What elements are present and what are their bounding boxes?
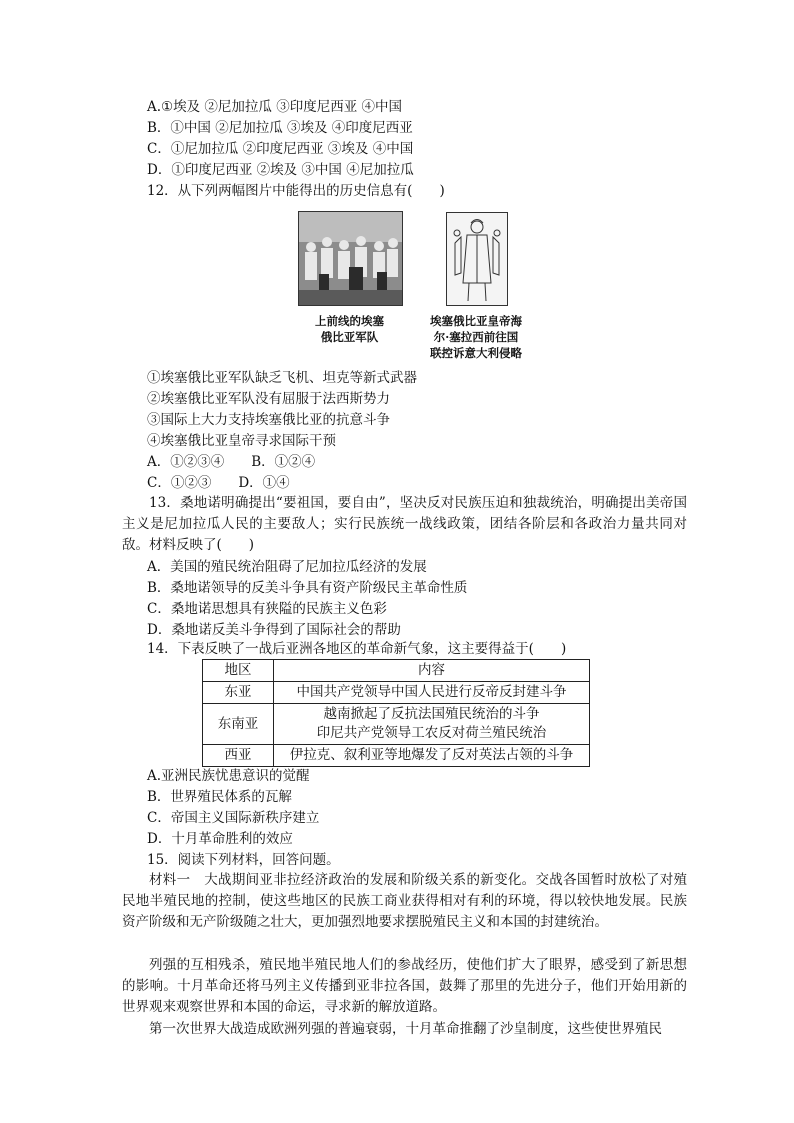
table-row <box>203 704 590 745</box>
table-cell-line: 越南掀起了反抗法国殖民统治的斗争 <box>323 706 540 722</box>
table-cell-line: 印尼共产党领导工农反对荷兰殖民统治 <box>316 725 547 741</box>
caption-right <box>408 313 544 361</box>
haile-selassie-drawing <box>446 212 508 306</box>
table-cell-content <box>274 704 590 745</box>
q14-option-d: D．十月革命胜利的效应 <box>147 831 293 847</box>
q13-option-b: B．桑地诺领导的反美斗争具有资产阶级民主革命性质 <box>147 580 468 596</box>
q15-paragraph-2: 列强的互相残杀，殖民地半殖民地人们的参战经历，使他们扩大了眼界，感受到了新思想的影响。十月革命还将马列主义传播到亚非拉各国，鼓舞了那里的先进分子，他们开始用新的世界观来观察世界和本国的命运，寻求新的解放道路。 <box>122 957 687 1015</box>
table-cell-content: 伊拉克、叙利亚等地爆发了反对英法占领的斗争 <box>274 745 590 767</box>
q12-statement-3: ③国际上大力支持埃塞俄比亚的抗意斗争 <box>147 412 390 428</box>
table-header-row <box>203 660 590 682</box>
table-header-region: 地区 <box>203 660 274 682</box>
table-cell-region: 西亚 <box>203 745 274 767</box>
q12-options-cd: C．①②③ D．①④ <box>147 475 290 491</box>
q14-option-c: C．帝国主义国际新秩序建立 <box>147 810 320 826</box>
q12-statement-1: ①埃塞俄比亚军队缺乏飞机、坦克等新式武器 <box>147 370 417 386</box>
caption-right-line1: 埃塞俄比亚皇帝海 <box>430 314 522 328</box>
q15-material-1: 材料一 大战期间亚非拉经济政治的发展和阶级关系的新变化。交战各国暂时放松了对殖民地半殖民地的控制，使这些地区的民族工商业获得相对有利的环境，得以较快地发展。民族资产阶级和无产阶级随之壮大，更加强烈地要求摆脱殖民主义和本国的封建统治。 <box>122 872 687 930</box>
table-cell-region: 东南亚 <box>203 704 274 745</box>
q12-statement-2: ②埃塞俄比亚军队没有屈服于法西斯势力 <box>147 391 390 407</box>
ethiopian-army-photo <box>298 211 403 306</box>
caption-right-line2: 尔·塞拉西前往国 <box>433 330 519 344</box>
q13-stem: 13．桑地诺明确提出“要祖国，要自由”，坚决反对民族压迫和独裁统治，明确提出美帝国主义是尼加拉瓜人民的主要敌人；实行民族统一战线政策，团结各阶层和各政治力量共同对敌。材料反映了( ) <box>122 495 687 553</box>
table-row <box>203 682 590 704</box>
q11-option-d: D．①印度尼西亚 ②埃及 ③中国 ④尼加拉瓜 <box>147 162 414 178</box>
q13-option-c: C．桑地诺思想具有狭隘的民族主义色彩 <box>147 601 387 617</box>
caption-left-line2: 俄比亚军队 <box>320 330 379 344</box>
q13-option-a: A．美国的殖民统治阻碍了尼加拉瓜经济的发展 <box>147 559 427 575</box>
q14-option-a: A.亚洲民族忧患意识的觉醒 <box>147 768 310 784</box>
table-cell-content: 中国共产党领导中国人民进行反帝反封建斗争 <box>274 682 590 704</box>
q13-option-d: D．桑地诺反美斗争得到了国际社会的帮助 <box>147 622 401 638</box>
q12-options-ab: A．①②③④ B．①②④ <box>147 454 316 470</box>
q15-paragraph-3: 第一次世界大战造成欧洲列强的普遍衰弱，十月革命推翻了沙皇制度，这些使世界殖民 <box>149 1021 662 1037</box>
caption-left <box>298 313 401 345</box>
caption-left-line1: 上前线的埃塞 <box>315 314 384 328</box>
q11-option-b: B．①中国 ②尼加拉瓜 ③埃及 ④印度尼西亚 <box>147 120 413 136</box>
q12-stem: 12．从下列两幅图片中能得出的历史信息有( ) <box>147 183 445 199</box>
q12-statement-4: ④埃塞俄比亚皇帝寻求国际干预 <box>147 433 336 449</box>
q14-stem: 14．下表反映了一战后亚洲各地区的革命新气象，这主要得益于( ) <box>147 641 567 657</box>
table-row <box>203 745 590 767</box>
caption-right-line3: 联控诉意大利侵略 <box>430 346 522 360</box>
q14-table <box>202 659 590 767</box>
q14-option-b: B．世界殖民体系的瓦解 <box>147 789 292 805</box>
q11-option-c: C．①尼加拉瓜 ②印度尼西亚 ③埃及 ④中国 <box>147 141 414 157</box>
table-cell-region: 东亚 <box>203 682 274 704</box>
q15-stem: 15．阅读下列材料，回答问题。 <box>147 852 340 868</box>
q11-option-a: A.①埃及 ②尼加拉瓜 ③印度尼西亚 ④中国 <box>147 99 403 115</box>
table-header-content: 内容 <box>274 660 590 682</box>
